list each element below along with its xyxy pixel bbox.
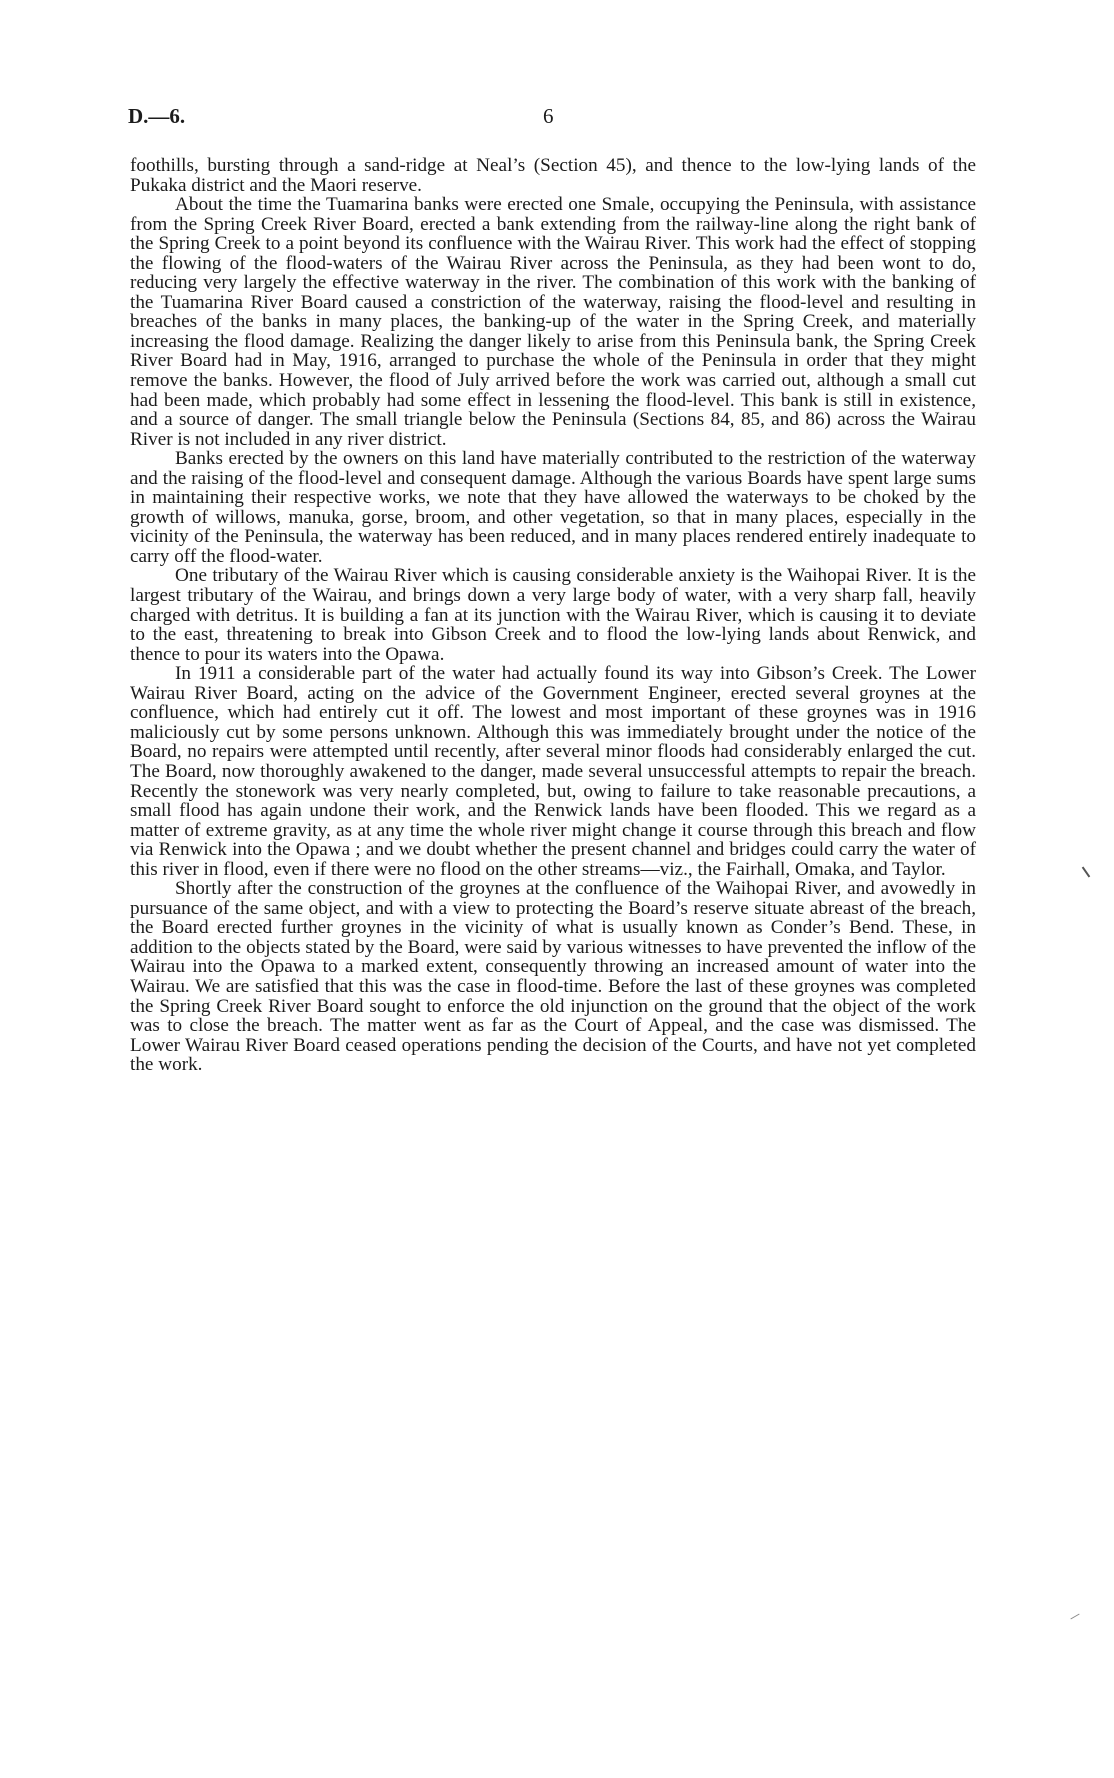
paragraph-waihopai-river: One tributary of the Wairau River which is causing considerable anxiety is the Waihopai River. It is the largest tributary of the Wairau, and brings down a very large body of water, with a very sharp fall, heavily charged with detritus. It is building a fan at its junction with the Wairau River, which is causing it to deviate to the east, threatening to break into Gibson Creek and to flood the low-lying lands about Renwick, and thence to pour its waters into the Opawa. [130,565,976,665]
paragraph-banks-erected: Banks erected by the owners on this land have materially contributed to the restriction of the waterway and the raising of the flood-level and consequent damage. Although the various Boards have spent large sums in maintaining their respective works, we note that they have allowed the waterways to be choked by the growth of willows, manuka, gorse, broom, and other vegetation, so that in many places, especially in the vicinity of the Peninsula, the waterway has been reduced, and in many places rendered entirely inadequate to carry off the flood-water. [130,448,976,567]
document-id: D.—6. [128,104,186,128]
scan-mark [1082,867,1091,878]
page-header [128,104,982,134]
paragraph-conders-bend: Shortly after the construction of the groynes at the confluence of the Waihopai River, and avowedly in pursuance of the same object, and with a view to protecting the Board’s reserve situate abreast of the breach, the Board erected further groynes in the vicinity of what is usually known as Conder’s Bend. These, in addition to the objects stated by the Board, were said by various witnesses to have prevented the inflow of the Wairau into the Opawa to a marked extent, consequently throwing an increased amount of water into the Wairau. We are satisfied that this was the case in flood-time. Before the last of these groynes was completed the Spring Creek River Board sought to enforce the old injunction on the ground that the object of the work was to close the breach. The matter went as far as the Court of Appeal, and the case was dismissed. The Lower Wairau River Board ceased operations pending the decision of the Courts, and have not yet completed the work. [130,878,976,1076]
paragraph-gibsons-creek: In 1911 a considerable part of the water had actually found its way into Gibson’s Creek. The Lower Wairau River Board, acting on the advice of the Government Engineer, erected several groynes at the confluence, which had entirely cut it off. The lowest and most important of these groynes was in 1916 maliciously cut by some persons unknown. Although this was immediately brought under the notice of the Board, no repairs were attempted until recently, after several minor floods had considerably enlarged the cut. The Board, now thoroughly awakened to the danger, made several unsuccessful attempts to repair the breach. Recently the stonework was very nearly completed, but, owing to failure to take reasonable precautions, a small flood has again undone their work, and the Renwick lands have been flooded. This we regard as a matter of extreme gravity, as at any time the whole river might change it course through this breach and flow via Renwick into the Opawa ; and we doubt whether the present channel and bridges could carry the water of this river in flood, even if there were no flood on the other streams—viz., the Fairhall, Omaka, and Taylor. [130,663,976,880]
paragraph-peninsula-bank: About the time the Tuamarina banks were erected one Smale, occupying the Peninsula, with assistance from the Spring Creek River Board, erected a bank extending from the railway-line along the right bank of the Spring Creek to a point beyond its confluence with the Wairau River. This work had the effect of stopping the flowing of the flood-waters of the Wairau River across the Peninsula, as they had been wont to do, reducing very largely the effective waterway in the river. The combination of this work with the banking of the Tuamarina River Board caused a constriction of the waterway, raising the flood-level and resulting in breaches of the banks in many places, the banking-up of the water in the Spring Creek, and materially increasing the flood damage. Realizing the danger likely to arise from this Peninsula bank, the Spring Creek River Board had in May, 1916, arranged to purchase the whole of the Peninsula in order that they might remove the banks. However, the flood of July arrived before the work was carried out, although a small cut had been made, which probably had some effect in lessening the flood-level. This bank is still in existence, and a source of danger. The small triangle below the Peninsula (Sections 84, 85, and 86) across the Wairau River is not included in any river district. [130,194,976,450]
body-text [130,156,976,1075]
scan-mark [1070,1614,1079,1620]
page-number: 6 [543,104,554,128]
paragraph-continuation: foothills, bursting through a sand-ridge at Neal’s (Section 45), and thence to the low-lying lands of the Pukaka district and the Maori reserve. [130,155,976,196]
